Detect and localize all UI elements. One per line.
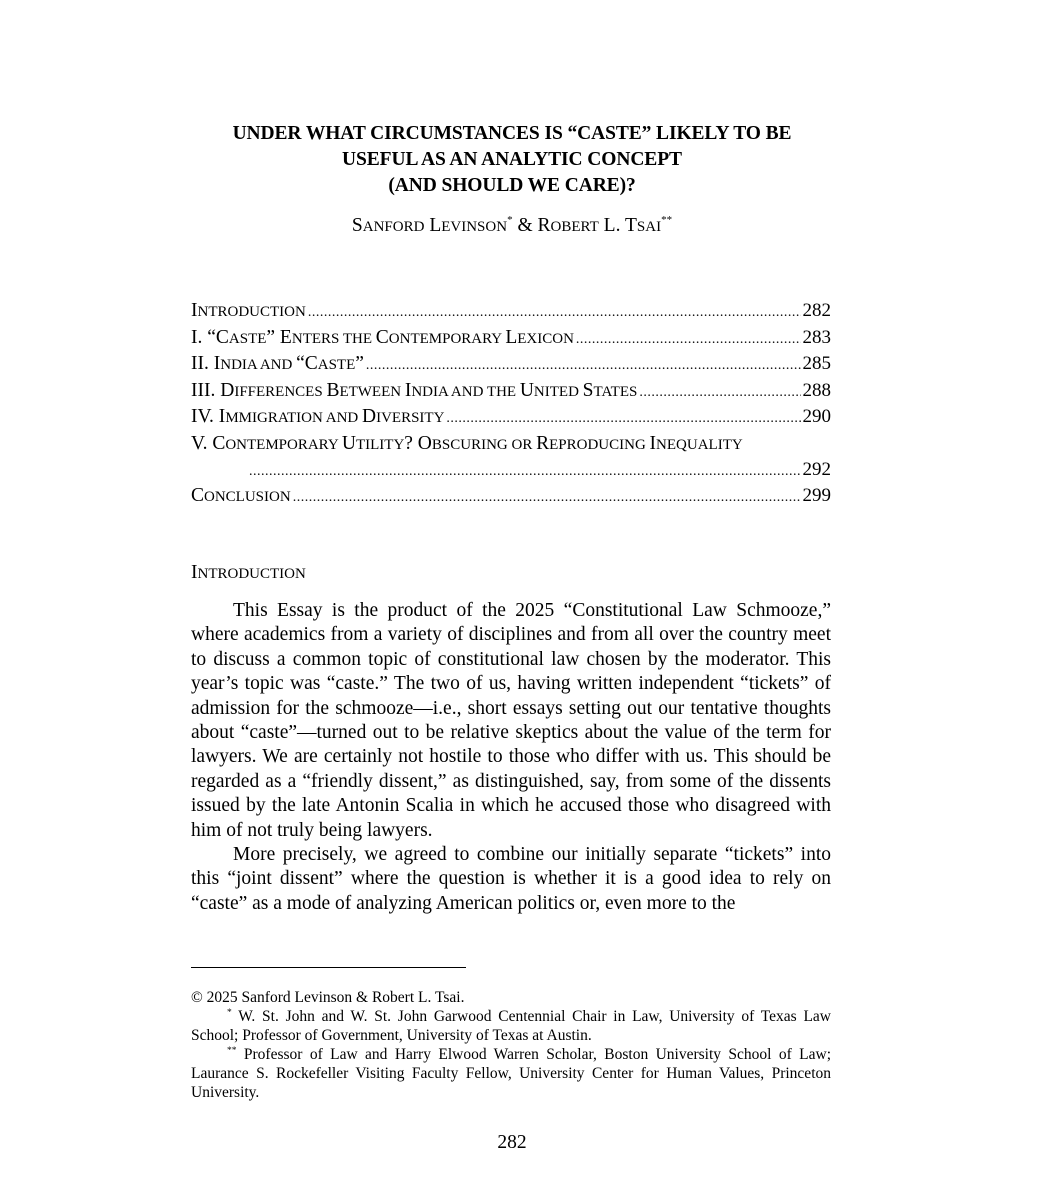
footnote-mark: ** <box>227 1046 237 1056</box>
page-number: 282 <box>497 1132 527 1153</box>
toc-page-number: 290 <box>802 406 831 427</box>
footnote-mark[interactable]: ** <box>661 214 673 226</box>
toc-page-number: 285 <box>802 353 831 374</box>
toc-entry[interactable] <box>191 351 831 378</box>
article-title <box>150 121 874 199</box>
toc-entry[interactable] <box>191 483 831 510</box>
footnote-divider <box>191 967 466 968</box>
toc-leader-dots <box>249 459 801 484</box>
toc-entry-label: CONCLUSION <box>191 485 291 506</box>
toc-entry[interactable] <box>191 298 831 325</box>
toc-leader-dots <box>366 353 801 378</box>
copyright-notice: © 2025 Sanford Levinson & Robert L. Tsai. <box>191 989 465 1006</box>
footnote-mark: * <box>227 1008 232 1018</box>
toc-entry-label: V. CONTEMPORARY UTILITY? OBSCURING OR REPRODUCING INEQUALITY <box>191 432 743 454</box>
paragraph: More precisely, we agreed to combine our initially separate “tickets” into this “joint dissent” where the question is whether it is a good idea to rely on “caste” as a mode of analyzing American politics or, even more to the <box>191 844 831 914</box>
footnote: * W. St. John and W. St. John Garwood Centennial Chair in Law, University of Texas Law School; Professor of Government, University of Texas at Austin. <box>191 1008 831 1044</box>
toc-leader-dots <box>639 380 800 405</box>
author-joiner: & <box>517 215 533 236</box>
footnotes <box>191 988 831 1102</box>
toc-entry-label: IV. IMMIGRATION AND DIVERSITY <box>191 406 445 427</box>
toc-entry[interactable] <box>191 431 831 457</box>
toc-leader-dots <box>576 327 801 352</box>
toc-entry-label: I. “CASTE” ENTERS THE CONTEMPORARY LEXICON <box>191 326 574 348</box>
toc-entry-label: INTRODUCTION <box>191 300 306 321</box>
toc-entry-continuation[interactable] <box>191 457 831 484</box>
toc-page-number: 288 <box>802 379 831 401</box>
toc-leader-dots <box>293 485 801 510</box>
title-line: (AND SHOULD WE CARE)? <box>388 175 636 196</box>
toc-entry[interactable] <box>191 378 831 405</box>
footnote: ** Professor of Law and Harry Elwood Warren Scholar, Boston University School of Law; Laurance S. Rockefeller Visiting Faculty Fellow, University Center for Human Values, Princeton University. <box>191 1046 832 1101</box>
toc-page-number: 299 <box>802 485 831 506</box>
toc-page-number: 292 <box>802 458 831 480</box>
author-levinson: SANFORD LEVINSON <box>351 215 508 236</box>
author-line <box>150 213 874 240</box>
table-of-contents <box>191 298 831 510</box>
toc-entry[interactable] <box>191 404 831 431</box>
toc-page-number: 283 <box>802 326 831 348</box>
toc-entry-label: III. DIFFERENCES BETWEEN INDIA AND THE UNITED STATES <box>191 379 638 401</box>
toc-entry-label: II. INDIA AND “CASTE” <box>191 353 364 374</box>
author-tsai: ROBERT L. TSAI <box>537 215 662 236</box>
toc-entry[interactable] <box>191 325 831 352</box>
section-heading-introduction: INTRODUCTION <box>191 562 306 583</box>
title-line: USEFUL AS AN ANALYTIC CONCEPT <box>342 149 682 170</box>
body-text <box>191 599 831 916</box>
title-line: UNDER WHAT CIRCUMSTANCES IS “CASTE” LIKELY TO BE <box>232 123 792 144</box>
paragraph: This Essay is the product of the 2025 “Constitutional Law Schmooze,” where academics from a variety of disciplines and from all over the country meet to discuss a common topic of constitutional law chosen by the moderator. This year’s topic was “caste.” The two of us, having written independent “tickets” of admission for the schmooze—i.e., short essays setting out our tentative thoughts about “caste”—turned out to be relative skeptics about the value of the term for lawyers. We are certainly not hostile to those who differ with us. This should be regarded as a “friendly dissent,” as distinguished, say, from some of the dissents issued by the late Antonin Scalia in which he accused those who disagreed with him of not truly being lawyers. <box>191 600 831 841</box>
toc-page-number: 282 <box>802 300 831 321</box>
footnote-mark[interactable]: * <box>507 214 513 226</box>
toc-leader-dots <box>446 406 800 431</box>
toc-leader-dots <box>308 300 801 325</box>
